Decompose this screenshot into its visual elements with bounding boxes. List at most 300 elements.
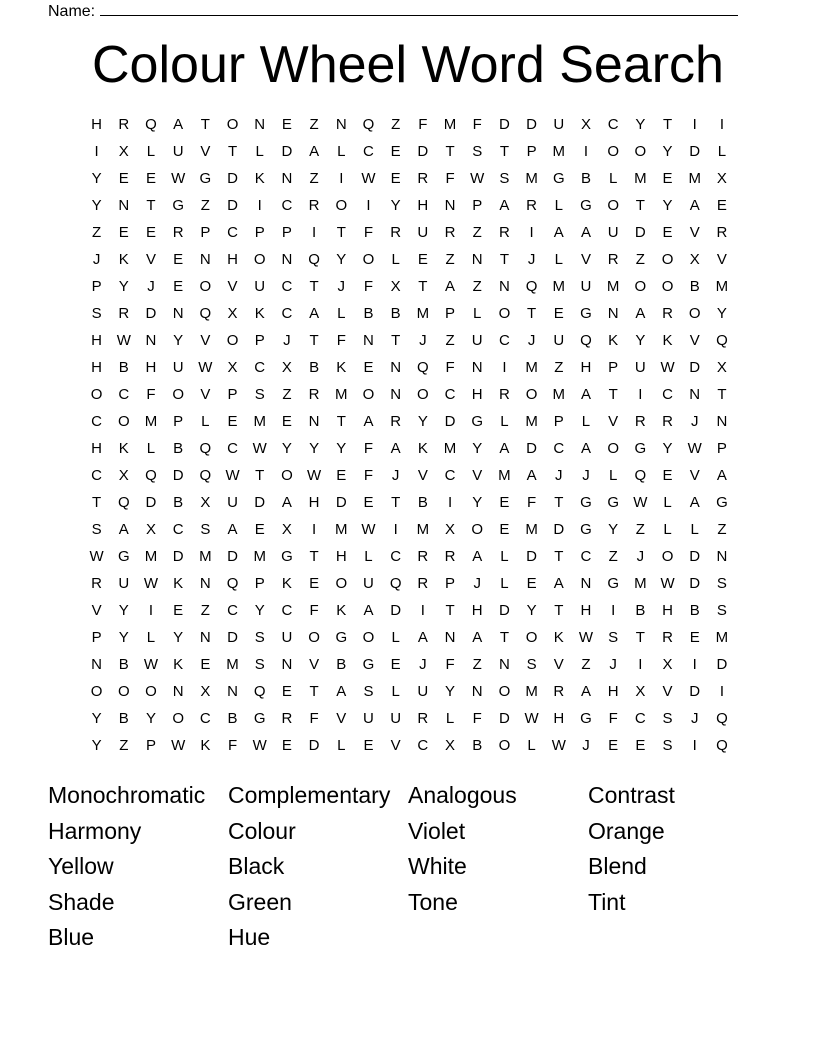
grid-letter: B [173, 440, 184, 457]
grid-letter: R [662, 629, 673, 646]
grid-letter: V [662, 683, 673, 700]
grid-letter: I [692, 116, 697, 133]
grid-letter: V [608, 413, 619, 430]
grid-letter: N [172, 305, 184, 322]
grid-letter: J [337, 278, 346, 295]
grid-letter: M [498, 467, 511, 484]
grid-letter: I [339, 170, 344, 187]
grid-letter: P [145, 737, 156, 754]
grid-letter: W [225, 467, 240, 484]
grid-letter: R [308, 386, 320, 403]
grid-letter: A [173, 116, 184, 133]
grid-letter: F [336, 332, 346, 349]
grid-letter: I [611, 602, 616, 619]
grid-letter: C [227, 440, 238, 457]
grid-letter: X [635, 683, 646, 700]
grid-letter: G [607, 575, 619, 592]
grid-letter: N [716, 548, 728, 565]
grid-letter: Y [173, 332, 184, 349]
grid-letter: H [553, 710, 565, 727]
grid-letter: D [227, 548, 238, 565]
grid-letter: N [363, 332, 374, 349]
grid-letter: U [553, 116, 565, 133]
grid-letter: E [145, 224, 156, 241]
grid-letter: V [417, 467, 428, 484]
grid-letter: M [688, 170, 701, 187]
grid-letter: G [172, 197, 184, 214]
grid-letter: O [117, 413, 130, 430]
grid-letter: E [635, 737, 646, 754]
grid-letter: Y [91, 170, 102, 187]
grid-letter: R [498, 224, 510, 241]
grid-letter: Q [253, 683, 266, 700]
grid-letter: F [445, 656, 455, 673]
grid-letter: N [91, 656, 103, 673]
grid-letter: Z [309, 170, 319, 187]
grid-letter: T [527, 305, 537, 322]
grid-letter: J [690, 710, 699, 727]
grid-letter: A [526, 467, 537, 484]
grid-letter: F [472, 116, 482, 133]
grid-letter: E [716, 197, 727, 214]
grid-letter: W [143, 575, 159, 592]
grid-letter: Y [91, 737, 102, 754]
grid-letter: B [118, 656, 129, 673]
grid-letter: U [227, 494, 238, 511]
grid-letter: M [525, 521, 538, 538]
grid-letter: E [200, 656, 211, 673]
grid-letter: O [90, 683, 103, 700]
grid-letter: B [336, 656, 347, 673]
grid-letter: A [227, 521, 238, 538]
grid-letter: S [499, 170, 510, 187]
grid-letter: M [525, 170, 538, 187]
grid-letter: F [445, 170, 455, 187]
word-list-item: Colour [228, 817, 296, 844]
grid-letter: B [472, 737, 483, 754]
grid-letter: V [689, 467, 700, 484]
grid-letter: N [145, 332, 157, 349]
grid-letter: N [281, 251, 293, 268]
grid-letter: X [662, 656, 673, 673]
grid-letter: K [662, 332, 673, 349]
grid-letter: Y [336, 251, 347, 268]
grid-letter: A [580, 386, 591, 403]
grid-letter: L [608, 467, 618, 484]
grid-letter: Q [716, 737, 728, 754]
grid-letter: P [445, 575, 456, 592]
grid-letter: C [281, 278, 293, 295]
grid-letter: O [362, 251, 375, 268]
grid-letter: D [498, 116, 510, 133]
grid-letter: G [552, 170, 565, 187]
grid-letter: Y [417, 413, 428, 430]
grid-letter: E [309, 575, 320, 592]
grid-letter: G [580, 521, 592, 538]
grid-letter: P [553, 413, 564, 430]
grid-letter: S [254, 629, 265, 646]
grid-letter: O [607, 197, 619, 214]
grid-letter: X [118, 143, 129, 160]
grid-letter: O [607, 143, 619, 160]
grid-letter: O [661, 548, 674, 565]
grid-letter: X [716, 170, 727, 187]
grid-letter: C [363, 143, 374, 160]
grid-letter: J [690, 413, 699, 430]
grid-letter: J [555, 467, 563, 484]
grid-letter: H [91, 332, 103, 349]
grid-letter: S [91, 521, 102, 538]
grid-letter: T [391, 332, 401, 349]
grid-letter: J [419, 656, 427, 673]
grid-letter: X [445, 737, 456, 754]
grid-letter: Z [200, 602, 210, 619]
grid-letter: N [390, 386, 402, 403]
grid-letter: N [390, 359, 402, 376]
grid-letter: U [390, 710, 402, 727]
grid-letter: G [253, 710, 266, 727]
name-blank-line [100, 0, 738, 16]
grid-letter: D [145, 494, 157, 511]
grid-letter: Y [635, 332, 646, 349]
grid-letter: Q [389, 575, 402, 592]
grid-letter: W [687, 440, 702, 457]
grid-letter: V [200, 332, 211, 349]
grid-letter: G [335, 629, 348, 646]
grid-letter: V [200, 143, 211, 160]
grid-letter: D [526, 116, 538, 133]
grid-letter: A [309, 143, 320, 160]
grid-letter: O [417, 386, 429, 403]
grid-letter: C [172, 521, 184, 538]
grid-letter: V [390, 737, 401, 754]
word-list-item: Complementary [228, 782, 391, 808]
grid-letter: O [362, 386, 375, 403]
grid-letter: F [363, 440, 374, 457]
grid-letter: J [283, 332, 291, 349]
grid-letter: R [390, 224, 402, 241]
grid-letter: X [445, 521, 456, 538]
grid-letter: D [335, 494, 347, 511]
grid-letter: Z [309, 116, 319, 133]
grid-letter: W [551, 737, 566, 754]
grid-letter: D [390, 602, 402, 619]
grid-letter: M [525, 413, 538, 430]
grid-letter: G [471, 413, 484, 430]
grid-letter: Z [472, 278, 482, 295]
grid-letter: A [553, 224, 564, 241]
grid-letter: J [147, 278, 155, 295]
grid-letter: Y [145, 710, 156, 727]
grid-letter: U [118, 575, 130, 592]
grid-letter: E [662, 224, 673, 241]
grid-letter: C [199, 710, 211, 727]
grid-letter: N [227, 683, 238, 700]
grid-letter: Y [472, 494, 483, 511]
grid-letter: Q [716, 332, 728, 349]
grid-letter: T [255, 467, 265, 484]
grid-letter: E [662, 170, 673, 187]
grid-letter: U [553, 332, 565, 349]
grid-letter: X [227, 359, 238, 376]
grid-letter: Z [119, 737, 129, 754]
grid-letter: Z [635, 251, 645, 268]
grid-letter: I [719, 116, 724, 133]
grid-letter: M [606, 278, 620, 295]
grid-letter: S [200, 521, 211, 538]
grid-letter: Z [581, 656, 591, 673]
grid-letter: G [117, 548, 130, 565]
grid-letter: W [470, 170, 485, 187]
grid-letter: L [146, 143, 156, 160]
grid-letter: D [227, 197, 238, 214]
grid-letter: F [527, 494, 537, 511]
grid-letter: I [692, 656, 697, 673]
grid-letter: G [362, 656, 375, 673]
grid-letter: W [660, 359, 675, 376]
grid-letter: A [363, 413, 374, 430]
grid-letter: X [580, 116, 591, 133]
grid-letter: W [660, 575, 675, 592]
grid-letter: H [580, 602, 592, 619]
grid-letter: O [226, 332, 239, 349]
word-list-item: Green [228, 888, 292, 915]
grid-letter: A [635, 305, 646, 322]
grid-letter: P [716, 440, 727, 457]
grid-letter: R [118, 305, 130, 322]
grid-letter: L [146, 440, 156, 457]
grid-letter: Z [391, 116, 401, 133]
grid-letter: K [173, 656, 184, 673]
grid-letter: J [527, 332, 536, 349]
grid-letter: T [309, 548, 319, 565]
grid-letter: I [257, 197, 262, 214]
grid-letter: P [254, 224, 265, 241]
grid-letter: T [635, 197, 645, 214]
grid-letter: E [417, 251, 428, 268]
grid-letter: P [91, 629, 102, 646]
grid-letter: V [145, 251, 156, 268]
grid-letter: U [471, 332, 483, 349]
grid-letter: O [525, 629, 538, 646]
grid-letter: E [281, 737, 292, 754]
grid-letter: A [580, 683, 591, 700]
grid-letter: J [473, 575, 481, 592]
grid-letter: D [526, 548, 538, 565]
grid-letter: Q [226, 575, 239, 592]
grid-letter: N [308, 413, 320, 430]
grid-letter: T [662, 116, 673, 133]
grid-letter: I [638, 386, 643, 403]
grid-letter: P [472, 197, 483, 214]
grid-letter: A [336, 683, 347, 700]
grid-letter: S [526, 656, 537, 673]
grid-letter: C [254, 359, 266, 376]
grid-letter: N [281, 656, 293, 673]
name-field [48, 0, 738, 21]
grid-letter: R [172, 224, 184, 241]
grid-letter: T [146, 197, 156, 214]
grid-letter: C [227, 602, 238, 619]
grid-letter: W [143, 656, 159, 673]
grid-letter: G [580, 197, 592, 214]
grid-letter: O [688, 305, 701, 322]
grid-letter: H [471, 602, 483, 619]
grid-letter: C [281, 305, 293, 322]
grid-letter: H [335, 548, 347, 565]
grid-letter: R [634, 413, 646, 430]
grid-letter: C [580, 548, 592, 565]
grid-letter: C [662, 386, 673, 403]
grid-letter: B [689, 602, 700, 619]
grid-letter: R [444, 224, 456, 241]
grid-letter: M [416, 305, 430, 322]
grid-letter: N [118, 197, 130, 214]
grid-letter: L [337, 143, 346, 160]
grid-letter: W [89, 548, 104, 565]
grid-letter: S [662, 737, 673, 754]
grid-letter: D [689, 359, 701, 376]
grid-letter: M [335, 521, 348, 538]
grid-letter: Y [662, 440, 673, 457]
grid-letter: H [145, 359, 157, 376]
grid-letter: O [145, 683, 157, 700]
grid-letter: I [420, 602, 425, 619]
word-list-item: Blue [48, 924, 95, 951]
grid-letter: R [417, 575, 429, 592]
grid-letter: C [118, 386, 130, 403]
grid-letter: V [689, 224, 700, 241]
word-list-item: Orange [588, 817, 665, 844]
grid-letter: O [471, 521, 484, 538]
grid-letter: L [690, 521, 699, 538]
grid-letter: J [609, 656, 617, 673]
grid-letter: Z [445, 332, 455, 349]
grid-letter: I [366, 197, 371, 214]
grid-letter: F [472, 710, 482, 727]
grid-letter: O [661, 278, 674, 295]
grid-letter: W [361, 521, 376, 538]
grid-letter: D [689, 683, 701, 700]
grid-letter: T [418, 278, 428, 295]
grid-letter: R [444, 548, 456, 565]
grid-letter: U [580, 278, 592, 295]
grid-letter: E [363, 494, 374, 511]
grid-letter: N [444, 197, 456, 214]
grid-letter: B [173, 494, 184, 511]
grid-letter: M [443, 440, 457, 457]
grid-letter: Q [308, 251, 320, 268]
word-list-item: Monochromatic [48, 782, 206, 808]
grid-letter: W [524, 710, 539, 727]
grid-letter: P [254, 575, 265, 592]
grid-letter: Z [200, 197, 210, 214]
grid-letter: M [634, 170, 647, 187]
grid-letter: D [498, 602, 510, 619]
grid-letter: C [634, 710, 646, 727]
grid-letter: C [91, 413, 103, 430]
grid-letter: S [254, 656, 265, 673]
grid-letter: V [336, 710, 347, 727]
grid-letter: Z [608, 548, 618, 565]
grid-letter: A [580, 440, 591, 457]
grid-letter: R [390, 413, 402, 430]
grid-letter: E [499, 521, 510, 538]
grid-letter: E [118, 224, 129, 241]
grid-letter: B [309, 359, 320, 376]
grid-letter: V [472, 467, 483, 484]
grid-letter: W [252, 737, 267, 754]
grid-letter: R [526, 197, 538, 214]
grid-letter: A [472, 548, 483, 565]
grid-letter: E [363, 359, 374, 376]
grid-letter: L [527, 737, 536, 754]
grid-letter: B [580, 170, 591, 187]
grid-letter: B [390, 305, 401, 322]
grid-letter: T [635, 629, 645, 646]
grid-letter: M [253, 548, 266, 565]
grid-letter: B [635, 602, 646, 619]
grid-letter: R [308, 197, 320, 214]
grid-letter: C [417, 737, 429, 754]
grid-letter: J [391, 467, 400, 484]
grid-letter: T [92, 494, 102, 511]
grid-letter: G [607, 494, 619, 511]
grid-letter: D [145, 305, 157, 322]
grid-letter: Y [118, 602, 129, 619]
grid-letter: W [171, 737, 186, 754]
grid-letter: U [172, 143, 184, 160]
grid-letter: G [580, 305, 592, 322]
grid-letter: P [254, 332, 265, 349]
word-list-item: Yellow [48, 853, 114, 880]
grid-letter: N [335, 116, 347, 133]
grid-letter: Y [716, 305, 727, 322]
grid-letter: D [553, 521, 565, 538]
grid-letter: Y [390, 197, 401, 214]
grid-letter: P [91, 278, 102, 295]
grid-letter: L [663, 494, 672, 511]
grid-letter: A [363, 602, 374, 619]
grid-letter: N [254, 116, 266, 133]
grid-letter: U [607, 224, 619, 241]
grid-letter: O [498, 683, 511, 700]
grid-letter: L [255, 143, 264, 160]
grid-letter: J [582, 467, 590, 484]
grid-letter: O [498, 737, 511, 754]
grid-letter: C [553, 440, 565, 457]
grid-letter: T [200, 116, 210, 133]
grid-letter: P [608, 359, 619, 376]
grid-letter: I [692, 737, 697, 754]
grid-letter: D [172, 467, 184, 484]
grid-letter: S [363, 683, 374, 700]
grid-letter: S [472, 143, 483, 160]
grid-letter: B [689, 278, 700, 295]
grid-letter: V [689, 332, 700, 349]
grid-letter: T [554, 548, 564, 565]
grid-letter: X [227, 305, 238, 322]
grid-letter: Z [472, 656, 482, 673]
grid-letter: J [419, 332, 427, 349]
grid-letter: I [393, 521, 398, 538]
grid-letter: B [118, 359, 129, 376]
word-list-item: White [408, 853, 467, 880]
grid-letter: I [502, 359, 507, 376]
name-label: Name: [48, 3, 96, 20]
grid-letter: Z [472, 224, 482, 241]
grid-letter: E [281, 413, 292, 430]
